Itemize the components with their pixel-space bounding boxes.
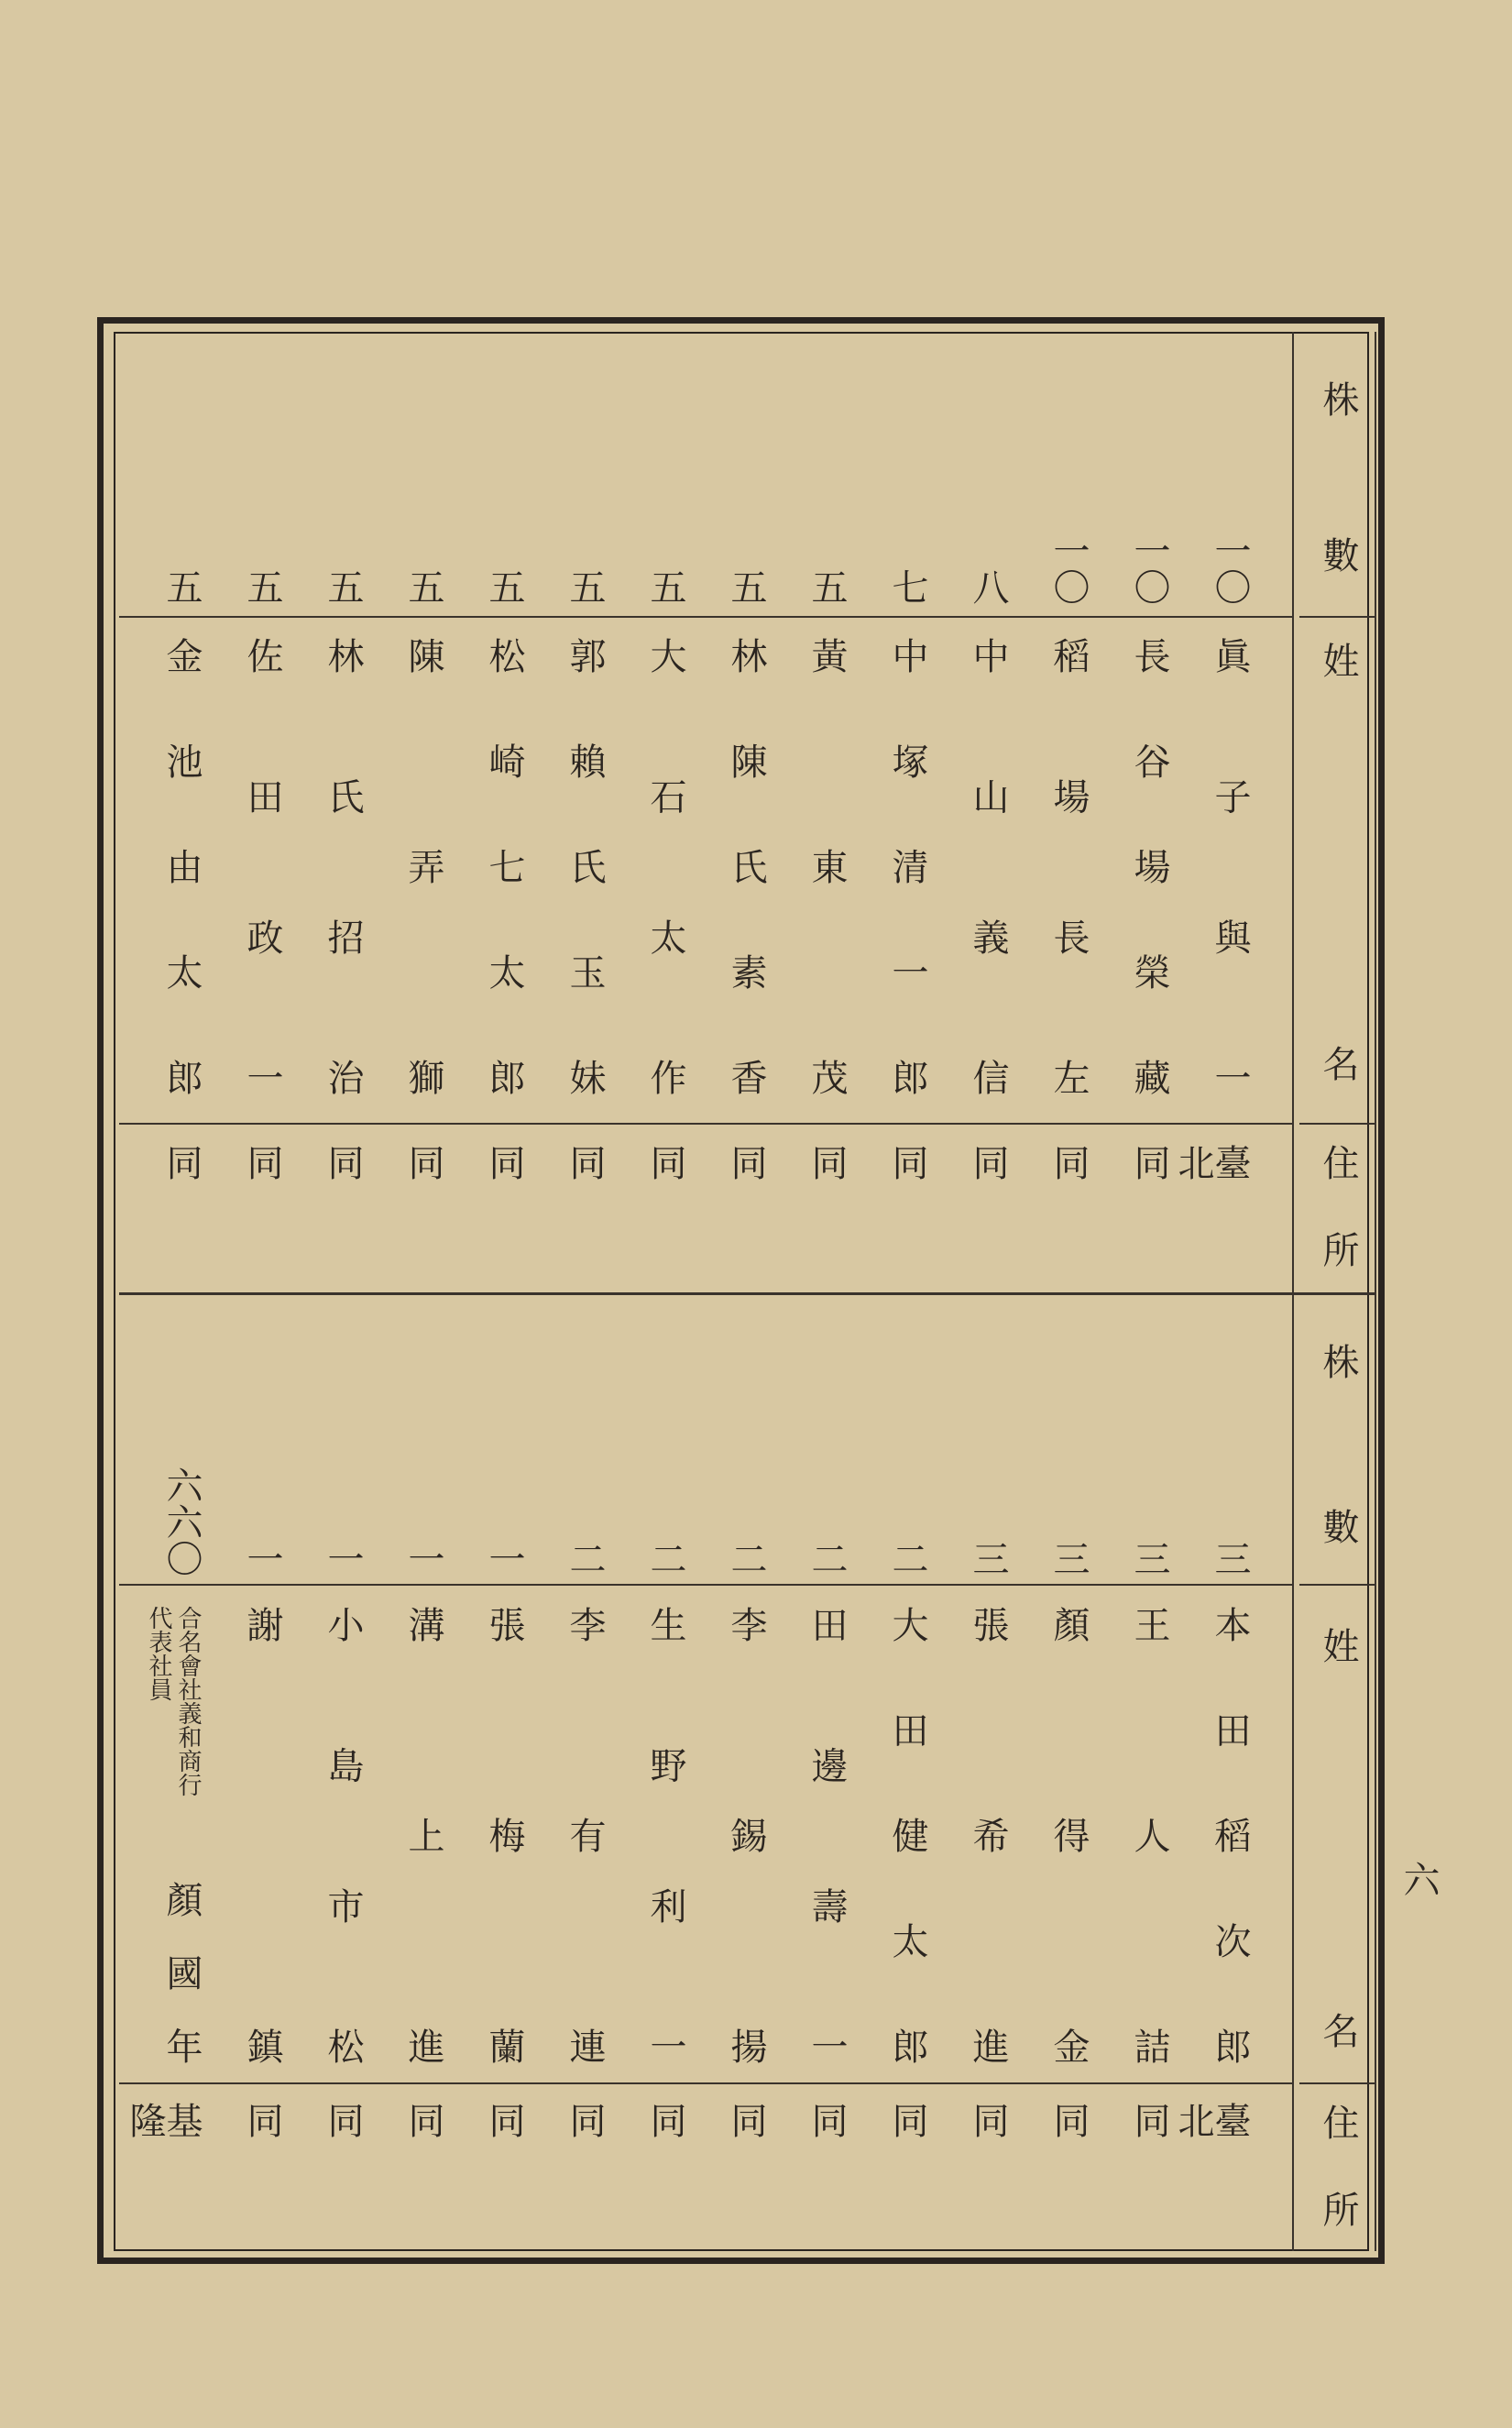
shareholder-name: 田邊壽一 (805, 1606, 848, 2064)
address: 同 (241, 2102, 283, 2177)
lower-count-divider (119, 1584, 1294, 1586)
address: 同 (967, 2102, 1009, 2177)
share-count: 五 (725, 568, 767, 605)
address: 同 (886, 1144, 928, 1219)
address: 同 (564, 1144, 606, 1219)
address: 同 (967, 1144, 1009, 1219)
lower-header-address: 住所 (1317, 2104, 1359, 2227)
address: 同 (483, 1144, 525, 1219)
share-count: 五 (644, 568, 686, 605)
upper-header-count: 株數 (1317, 380, 1359, 573)
share-count: 三 (967, 1540, 1009, 1577)
shareholder-name: 張梅蘭 (483, 1606, 525, 2064)
shareholder-name: 顏國年 (160, 1881, 203, 2064)
address: 同 (483, 2102, 525, 2177)
share-count: 一 (483, 1540, 525, 1577)
share-count: 二 (886, 1540, 928, 1577)
address: 同 (241, 1144, 283, 1219)
share-count: 五 (160, 568, 203, 605)
lower-header-count: 株數 (1317, 1343, 1359, 1544)
share-count: 七 (886, 568, 928, 605)
page-number: 六 (1397, 1861, 1440, 1897)
share-count: 三 (1128, 1540, 1170, 1577)
share-count: 二 (564, 1540, 606, 1577)
shareholder-name: 本田稻次郎 (1209, 1606, 1251, 2064)
shareholder-name: 溝上進 (402, 1606, 444, 2064)
lower-header-count-divider (1299, 1584, 1375, 1586)
share-count: 一〇 (1128, 532, 1170, 605)
shareholder-name: 李有連 (564, 1606, 606, 2064)
address: 同 (1128, 2102, 1170, 2177)
upper-name-divider (119, 1123, 1294, 1125)
upper-count-divider (119, 616, 1294, 618)
shareholder-name: 顏得金 (1047, 1606, 1090, 2064)
address: 同 (886, 2102, 928, 2177)
shareholder-name: 稻場長左 (1047, 637, 1090, 1095)
upper-header-count-divider (1299, 616, 1375, 618)
share-count: 一 (241, 1540, 283, 1577)
header-column-divider-right (1375, 332, 1376, 2251)
shareholder-name: 大田健太郎 (886, 1606, 928, 2064)
share-count: 五 (322, 568, 364, 605)
address: 同 (1047, 2102, 1090, 2177)
shareholder-name: 林陳氏素香 (725, 637, 767, 1095)
shareholder-name: 張希進 (967, 1606, 1009, 2064)
share-count: 六六〇 (160, 1467, 203, 1577)
company-name: 合名會社義和商行 (174, 1606, 202, 1796)
shareholder-name: 林氏招治 (322, 637, 364, 1095)
share-count: 二 (644, 1540, 686, 1577)
address: 同 (322, 2102, 364, 2177)
address: 同 (725, 2102, 767, 2177)
address: 同 (402, 1144, 444, 1219)
address: 同 (402, 2102, 444, 2177)
shareholder-name: 生野利一 (644, 1606, 686, 2064)
share-count: 三 (1047, 1540, 1090, 1577)
lower-header-name: 姓名 (1317, 1627, 1359, 2049)
share-count: 五 (402, 568, 444, 605)
address: 同 (805, 2102, 848, 2177)
share-count: 五 (483, 568, 525, 605)
shareholder-name: 大石太作 (644, 637, 686, 1095)
upper-header-address: 住所 (1317, 1144, 1359, 1268)
address: 同 (805, 1144, 848, 1219)
address: 同 (160, 1144, 203, 1219)
share-count: 五 (805, 568, 848, 605)
shareholder-name: 王人詰 (1128, 1606, 1170, 2064)
address: 同 (1128, 1144, 1170, 1219)
shareholder-name: 李錫揚 (725, 1606, 767, 2064)
shareholder-name: 佐田政一 (241, 637, 283, 1095)
share-count: 一〇 (1047, 532, 1090, 605)
shareholder-name: 小島市松 (322, 1606, 364, 2064)
share-count: 一 (322, 1540, 364, 1577)
share-count: 二 (725, 1540, 767, 1577)
address: 同 (644, 1144, 686, 1219)
upper-header-name-divider (1299, 1123, 1375, 1125)
shareholder-name: 郭賴氏玉妹 (564, 637, 606, 1095)
address: 同 (725, 1144, 767, 1219)
address: 臺北 (1172, 1144, 1251, 1219)
address: 同 (322, 1144, 364, 1219)
representative-role: 代表社員 (145, 1606, 172, 1701)
shareholder-name: 長谷場榮藏 (1128, 637, 1170, 1095)
share-count: 一 (402, 1540, 444, 1577)
address: 臺北 (1172, 2102, 1251, 2177)
half-divider (119, 1292, 1375, 1295)
shareholder-name: 松崎七太郎 (483, 637, 525, 1095)
lower-header-name-divider (1299, 2082, 1375, 2084)
shareholder-name: 眞子與一 (1209, 637, 1251, 1095)
share-count: 三 (1209, 1540, 1251, 1577)
address: 同 (1047, 1144, 1090, 1219)
share-count: 二 (805, 1540, 848, 1577)
shareholder-name: 中山義信 (967, 637, 1009, 1095)
shareholder-name: 陳弄獅 (402, 637, 444, 1095)
share-count: 五 (241, 568, 283, 605)
header-column-divider (1292, 332, 1294, 2251)
address: 同 (564, 2102, 606, 2177)
share-count: 八 (967, 568, 1009, 605)
address: 同 (644, 2102, 686, 2177)
shareholder-name: 黃東茂 (805, 637, 848, 1095)
lower-name-divider (119, 2082, 1294, 2084)
address: 基隆 (124, 2102, 203, 2177)
upper-header-name: 姓名 (1317, 642, 1359, 1082)
shareholder-name: 金池由太郎 (160, 637, 203, 1095)
shareholder-name: 謝鎮 (241, 1606, 283, 2064)
shareholder-name: 中塚清一郎 (886, 637, 928, 1095)
share-count: 一〇 (1209, 532, 1251, 605)
share-count: 五 (564, 568, 606, 605)
